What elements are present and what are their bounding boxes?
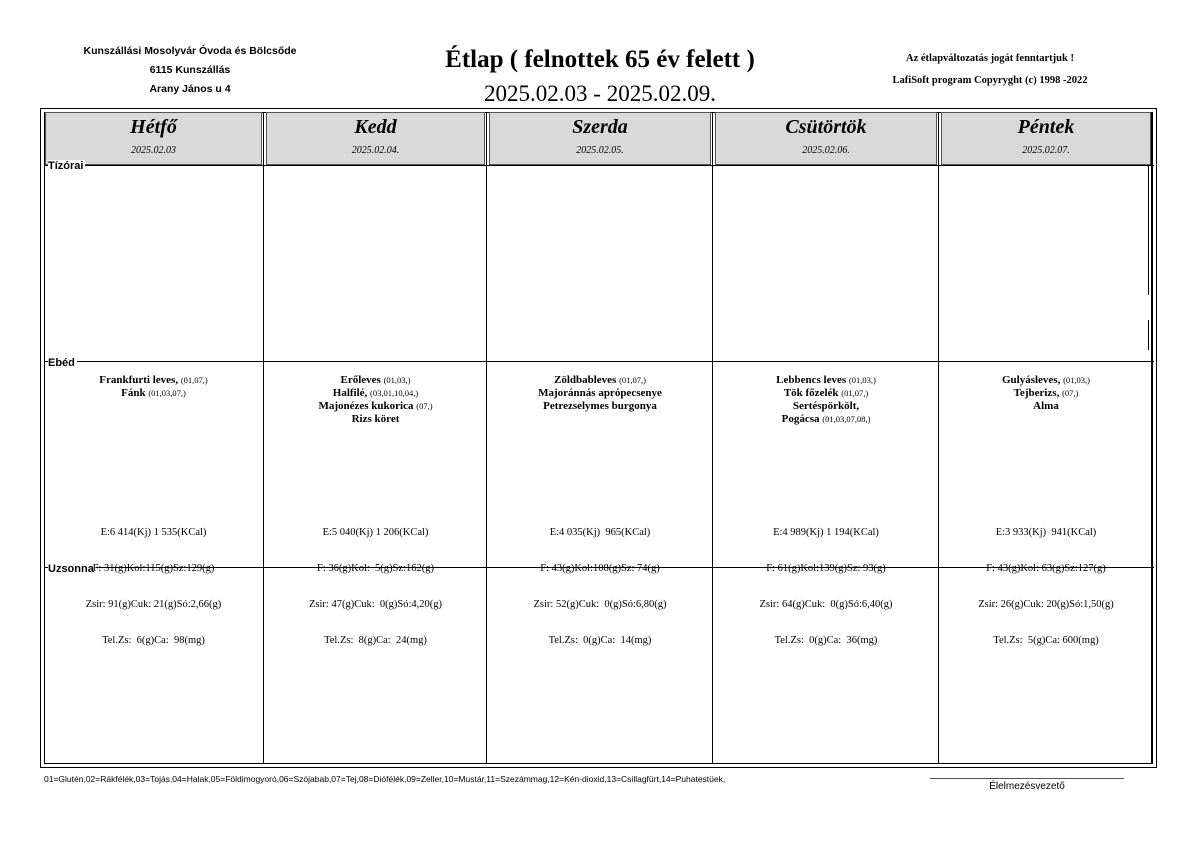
meal-label-ebed: Ebéd	[48, 357, 75, 369]
nutrition-protein: F: 36(g)Kol: 5(g)Sz:162(g)	[317, 563, 434, 574]
column-tick	[1148, 320, 1149, 350]
nutrition-satfat: Tel.Zs: 6(g)Ca: 98(mg)	[102, 635, 205, 646]
allergen-codes: (01,07,)	[841, 388, 869, 398]
allergen-codes: (01,03,)	[1063, 375, 1091, 385]
day-name: Szerda	[572, 116, 628, 138]
day-header-friday	[941, 112, 1151, 165]
org-name: Kunszállási Mosolyvár Óvoda és Bölcsőde	[83, 45, 297, 57]
dish-item	[266, 400, 485, 413]
dish-name: Pogácsa	[781, 413, 820, 425]
dish-item	[266, 387, 485, 400]
dish-name: Alma	[1033, 400, 1059, 412]
nutrition-wednesday	[489, 503, 711, 659]
column-divider	[712, 112, 713, 764]
day-header-wednesday	[489, 112, 711, 165]
dish-name: Lebbencs leves	[776, 374, 847, 386]
nutrition-thursday	[715, 503, 937, 659]
nutrition-satfat: Tel.Zs: 5(g)Ca: 600(mg)	[993, 635, 1099, 646]
dish-item	[266, 374, 485, 387]
dish-item	[266, 413, 485, 426]
nutrition-fat: Zsir: 47(g)Cuk: 0(g)Só:4,20(g)	[309, 599, 442, 610]
allergen-codes: (07,)	[1062, 388, 1079, 398]
allergen-codes: (01,03,)	[848, 375, 876, 385]
dish-item	[489, 374, 711, 387]
nutrition-energy: E:5 040(Kj) 1 206(KCal)	[322, 527, 429, 538]
organization-block	[60, 42, 320, 99]
lunch-friday	[941, 374, 1151, 413]
allergen-codes: (01,07,)	[180, 375, 208, 385]
meal-label-uzsonna: Uzsonna	[48, 563, 94, 575]
day-date: 2025.02.05.	[576, 145, 624, 156]
day-name: Kedd	[354, 116, 397, 138]
allergen-legend: 01=Glutén,02=Rákfélék,03=Tojás,04=Halak,05=Földimogyoró,06=Szójabab,07=Tej,08=Diófélék,09=Zeller,10=Mustár,11=Szezámmag,12=Kén-dioxid,13=Csillagfürt,14=Puhatestüek,	[44, 774, 726, 784]
allergen-codes: (07,)	[416, 401, 433, 411]
dish-item	[45, 374, 262, 387]
allergen-codes: (01,03,07,)	[148, 388, 186, 398]
dish-name: Tök főzelék	[783, 387, 839, 399]
day-date: 2025.02.04.	[351, 145, 400, 156]
dish-name: Tejberizs,	[1013, 387, 1060, 399]
dish-item	[941, 374, 1151, 387]
meal-label-tizorai: Tízórai	[48, 160, 84, 172]
dish-item	[45, 387, 262, 400]
day-header-tuesday	[266, 112, 485, 165]
column-tick	[1148, 165, 1149, 295]
nutrition-fat: Zsir: 64(g)Cuk: 0(g)Só:6,40(g)	[759, 599, 893, 610]
allergen-codes: (01,07,)	[619, 375, 647, 385]
dish-name: Frankfurti leves,	[99, 374, 179, 386]
nutrition-energy: E:4 989(Kj) 1 194(KCal)	[773, 527, 879, 538]
day-header-monday	[45, 112, 262, 165]
org-postcode-city: 6115 Kunszállás	[149, 64, 231, 76]
nutrition-energy: E:4 035(Kj) 965(KCal)	[549, 527, 651, 538]
nutrition-protein: F: 43(g)Kol: 63(g)Sz:127(g)	[986, 563, 1106, 574]
nutrition-friday	[941, 503, 1151, 659]
dish-name: Zöldbableves	[553, 374, 617, 386]
day-name: Péntek	[1017, 116, 1075, 138]
day-date: 2025.02.07.	[1022, 145, 1070, 156]
dish-name: Majoránnás aprópecsenye	[538, 387, 662, 399]
copyright-text: LafiSoft program Copyryght (c) 1998 -2022	[892, 75, 1088, 86]
menu-table	[44, 112, 1153, 764]
lunch-wednesday	[489, 374, 711, 413]
nutrition-fat: Zsir: 26(g)Cuk: 20(g)Só:1,50(g)	[978, 599, 1114, 610]
nutrition-satfat: Tel.Zs: 0(g)Ca: 36(mg)	[774, 635, 878, 646]
column-divider	[263, 112, 264, 764]
nutrition-protein: F: 61(g)Kol:139(g)Sz: 93(g)	[766, 563, 886, 574]
nutrition-protein: F: 43(g)Kol:108(g)Sz: 74(g)	[540, 563, 660, 574]
lunch-monday	[45, 374, 262, 400]
nutrition-satfat: Tel.Zs: 0(g)Ca: 14(mg)	[548, 635, 652, 646]
allergen-codes: (03,01,10,04,)	[370, 388, 419, 398]
date-range: 2025.02.03 - 2025.02.09.	[484, 81, 716, 106]
dish-item	[941, 400, 1151, 413]
column-divider	[1151, 112, 1152, 764]
dish-name: Halfilé,	[332, 387, 368, 399]
nutrition-protein: F: 31(g)Kol:115(g)Sz:129(g)	[92, 563, 215, 574]
dish-name: Gulyásleves,	[1001, 374, 1061, 386]
lunch-thursday	[715, 374, 937, 426]
day-date: 2025.02.03	[131, 145, 176, 156]
dish-item	[715, 374, 937, 387]
dish-item	[715, 387, 937, 400]
row-divider	[44, 165, 1154, 166]
notice-block	[840, 48, 1140, 92]
nutrition-fat: Zsir: 91(g)Cuk: 21(g)Só:2,66(g)	[85, 599, 222, 610]
signature-line	[930, 778, 1124, 779]
change-notice: Az étlapváltozatás jogát fenntartjuk !	[906, 53, 1074, 64]
allergen-codes: (01,03,)	[383, 375, 411, 385]
dish-item	[715, 400, 937, 413]
dish-name: Erőleves	[340, 374, 381, 386]
nutrition-fat: Zsir: 52(g)Cuk: 0(g)Só:6,80(g)	[533, 599, 667, 610]
org-street: Arany János u 4	[149, 83, 231, 95]
dish-item	[715, 413, 937, 426]
allergen-codes: (01,03,07,08,)	[822, 414, 871, 424]
row-divider	[44, 361, 1154, 362]
day-header-thursday	[715, 112, 937, 165]
dish-name: Petrezselymes burgonya	[543, 400, 657, 412]
nutrition-monday	[45, 503, 262, 659]
dish-name: Rizs köret	[351, 413, 400, 425]
day-name: Hétfő	[130, 116, 177, 138]
column-divider	[486, 112, 487, 764]
nutrition-energy: E:3 933(Kj) 941(KCal)	[995, 527, 1097, 538]
dish-name: Majonézes kukorica	[318, 400, 414, 412]
column-divider	[938, 112, 939, 764]
page-title: Étlap ( felnottek 65 év felett )	[445, 46, 755, 73]
signature-label: Élelmezésvezető	[989, 781, 1065, 792]
lunch-tuesday	[266, 374, 485, 426]
day-name: Csütörtök	[785, 116, 867, 138]
nutrition-satfat: Tel.Zs: 8(g)Ca: 24(mg)	[324, 635, 427, 646]
dish-item	[489, 400, 711, 413]
dish-item	[941, 387, 1151, 400]
dish-name: Fánk	[121, 387, 146, 399]
dish-name: Sertéspörkölt,	[792, 400, 860, 412]
dish-item	[489, 387, 711, 400]
nutrition-energy: E:6 414(Kj) 1 535(KCal)	[100, 527, 207, 538]
day-date: 2025.02.06.	[802, 145, 850, 156]
nutrition-tuesday	[266, 503, 485, 659]
